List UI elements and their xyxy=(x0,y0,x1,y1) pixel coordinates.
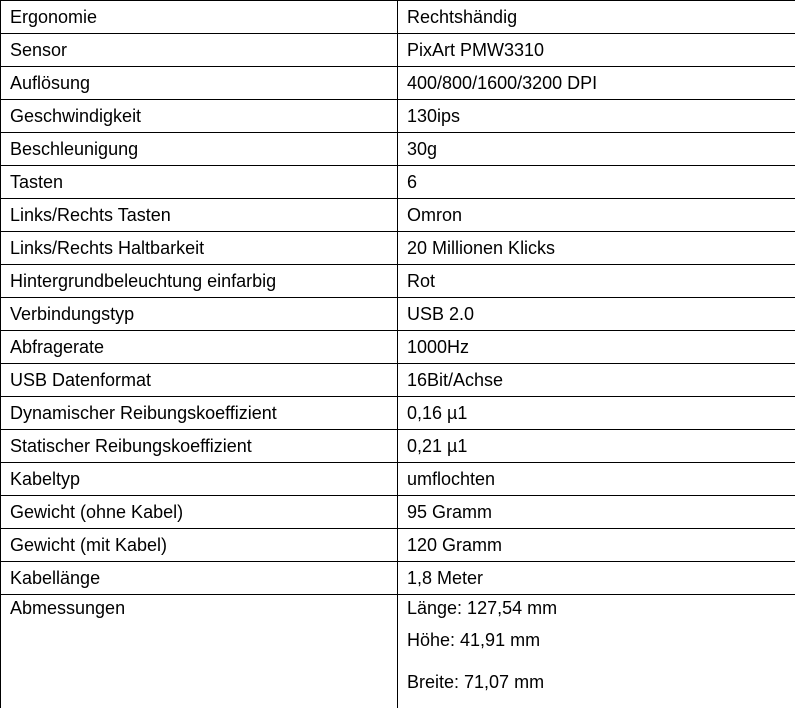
spec-label: Abfragerate xyxy=(1,331,398,364)
table-row xyxy=(1,397,795,430)
spec-label: Ergonomie xyxy=(1,1,398,34)
spec-label: Geschwindigkeit xyxy=(1,100,398,133)
spec-value-dimensions xyxy=(398,595,795,709)
spec-value: 1,8 Meter xyxy=(398,562,795,595)
spec-value: 0,16 µ1 xyxy=(398,397,795,430)
spec-label: Gewicht (mit Kabel) xyxy=(1,529,398,562)
spec-label: Statischer Reibungskoeffizient xyxy=(1,430,398,463)
spec-label-dimensions xyxy=(1,595,398,709)
table-row xyxy=(1,100,795,133)
spec-value: 130ips xyxy=(398,100,795,133)
spec-label: Tasten xyxy=(1,166,398,199)
spec-value: 30g xyxy=(398,133,795,166)
spec-value: 1000Hz xyxy=(398,331,795,364)
dimension-width: Breite: 71,07 mm xyxy=(407,672,545,692)
spec-label: USB Datenformat xyxy=(1,364,398,397)
spec-label: Verbindungstyp xyxy=(1,298,398,331)
table-row xyxy=(1,67,795,100)
table-row xyxy=(1,199,795,232)
spec-label: Links/Rechts Tasten xyxy=(1,199,398,232)
spec-value: umflochten xyxy=(398,463,795,496)
spec-label: Sensor xyxy=(1,34,398,67)
table-row xyxy=(1,34,795,67)
table-row xyxy=(1,265,795,298)
table-row xyxy=(1,1,795,34)
spec-value: 95 Gramm xyxy=(398,496,795,529)
table-row xyxy=(1,496,795,529)
table-row xyxy=(1,232,795,265)
table-row xyxy=(1,166,795,199)
spec-value: Rot xyxy=(398,265,795,298)
spec-value: Rechtshändig xyxy=(398,1,795,34)
spec-value: 0,21 µ1 xyxy=(398,430,795,463)
dimension-height: Höhe: 41,91 mm xyxy=(407,630,541,650)
spec-label: Dynamischer Reibungskoeffizient xyxy=(1,397,398,430)
spec-label: Kabeltyp xyxy=(1,463,398,496)
spec-value: PixArt PMW3310 xyxy=(398,34,795,67)
spec-value: Omron xyxy=(398,199,795,232)
spec-value: 400/800/1600/3200 DPI xyxy=(398,67,795,100)
spec-table-body xyxy=(1,1,795,709)
table-row xyxy=(1,331,795,364)
table-row xyxy=(1,133,795,166)
spec-label: Links/Rechts Haltbarkeit xyxy=(1,232,398,265)
table-row xyxy=(1,529,795,562)
spec-label: Auflösung xyxy=(1,67,398,100)
spec-value: 20 Millionen Klicks xyxy=(398,232,795,265)
table-row-dimensions xyxy=(1,595,795,709)
spec-value: USB 2.0 xyxy=(398,298,795,331)
spec-value: 6 xyxy=(398,166,795,199)
spec-label: Gewicht (ohne Kabel) xyxy=(1,496,398,529)
table-row xyxy=(1,364,795,397)
table-row xyxy=(1,463,795,496)
spec-value: 120 Gramm xyxy=(398,529,795,562)
dimension-length: Länge: 127,54 mm xyxy=(407,598,558,618)
spec-label: Kabellänge xyxy=(1,562,398,595)
spec-label-text: Abmessungen xyxy=(10,598,126,618)
spec-value: 16Bit/Achse xyxy=(398,364,795,397)
table-row xyxy=(1,298,795,331)
table-row xyxy=(1,430,795,463)
spec-label: Beschleunigung xyxy=(1,133,398,166)
table-row xyxy=(1,562,795,595)
spec-label: Hintergrundbeleuchtung einfarbig xyxy=(1,265,398,298)
